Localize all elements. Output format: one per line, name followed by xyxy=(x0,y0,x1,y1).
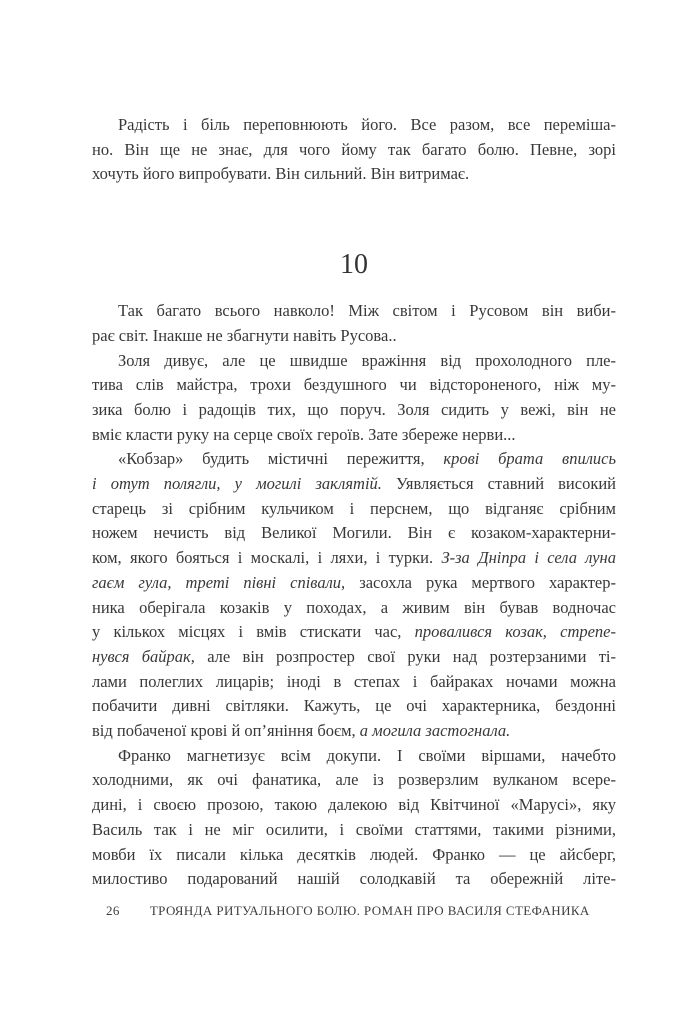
running-title: ТРОЯНДА РИТУАЛЬНОГО БОЛЮ. РОМАН ПРО ВАСИЛЯ СТЕФАНИКА xyxy=(149,903,590,918)
body-line: від побаченої крові й оп’яніння боєм, а могила застогнала. xyxy=(92,721,511,741)
paragraph xyxy=(92,744,616,892)
paragraph xyxy=(92,113,616,187)
body-line: Василь так і не міг осилити, і своїми статтями, такими різними, xyxy=(92,819,616,839)
body-line: зика болю і радощів тих, що поруч. Золя сидить у вежі, він не xyxy=(92,399,616,419)
body-line: Франко магнетизує всім докупи. І своїми віршами, начебто xyxy=(118,745,616,765)
page-footer xyxy=(106,902,616,920)
body-line: старець зі срібним кульчиком і перснем, що відганяє срібним xyxy=(92,498,616,518)
body-line: ника оберігала козаків у походах, а живим він бував водночас xyxy=(92,597,616,617)
body-line: нувся байрак, але він розпростер свої руки над розтерзаними ті- xyxy=(92,646,616,666)
body-line: «Кобзар» будить містичні пережиття, крові брата впились xyxy=(118,449,616,469)
body-line: вміє класти руку на серце своїх героїв. Зате збереже нерви... xyxy=(92,424,516,444)
chapter-number-heading: 10 xyxy=(340,249,368,281)
body-line: побачити дивні світляки. Кажуть, це очі характерника, бездонні xyxy=(92,696,616,716)
text-column xyxy=(92,113,616,892)
paragraphs-before-heading xyxy=(92,113,616,187)
body-line: хочуть його випробувати. Він сильний. Він витримає. xyxy=(92,164,470,184)
body-line: тива слів майстра, трохи бездушного чи відстороненого, ніж му- xyxy=(92,375,616,395)
paragraph xyxy=(92,349,616,448)
paragraph xyxy=(92,447,616,743)
body-line: рає світ. Інакше не збагнути навіть Русова.. xyxy=(92,325,397,345)
body-line: у кількох місцях і вмів стискати час, провалився козак, стрепе- xyxy=(92,622,616,642)
body-line: ножем нечисть від Великої Могили. Він є козаком-характерни- xyxy=(92,523,616,543)
body-line: милостиво подарований нашій солодкавій та обережній літе- xyxy=(92,869,616,889)
body-line: гаєм гула, треті півні співали, засохла рука мертвого характер- xyxy=(92,572,616,592)
body-line: Золя дивує, але це швидше вражіння від прохолодного пле- xyxy=(118,350,616,370)
body-line: холодними, як очі фанатика, але із розверзлим вулканом всере- xyxy=(92,770,616,790)
body-line: Так багато всього навколо! Між світом і Русовом він виби- xyxy=(118,301,616,321)
body-line: і отут полягли, у могилі заклятій. Уявляється ставний високий xyxy=(92,474,616,494)
paragraph xyxy=(92,299,616,348)
body-line: но. Він ще не знає, для чого йому так багато болю. Певне, зорі xyxy=(92,139,616,159)
paragraphs-after-heading xyxy=(92,299,616,892)
body-line: Радість і біль переповнюють його. Все разом, все переміша- xyxy=(118,115,616,134)
body-line: ком, якого бояться і москалі, і ляхи, і турки. З-за Дніпра і села луна xyxy=(92,548,616,568)
body-line: мовби їх писали кілька десятків людей. Франко — це айсберг, xyxy=(92,844,616,864)
body-line: лами полеглих лицарів; іноді в степах і байраках ночами можна xyxy=(92,671,616,691)
page-number: 26 xyxy=(106,903,120,918)
body-line: дині, і своєю прозою, такою далекою від Квітчиної «Марусі», яку xyxy=(92,795,616,815)
